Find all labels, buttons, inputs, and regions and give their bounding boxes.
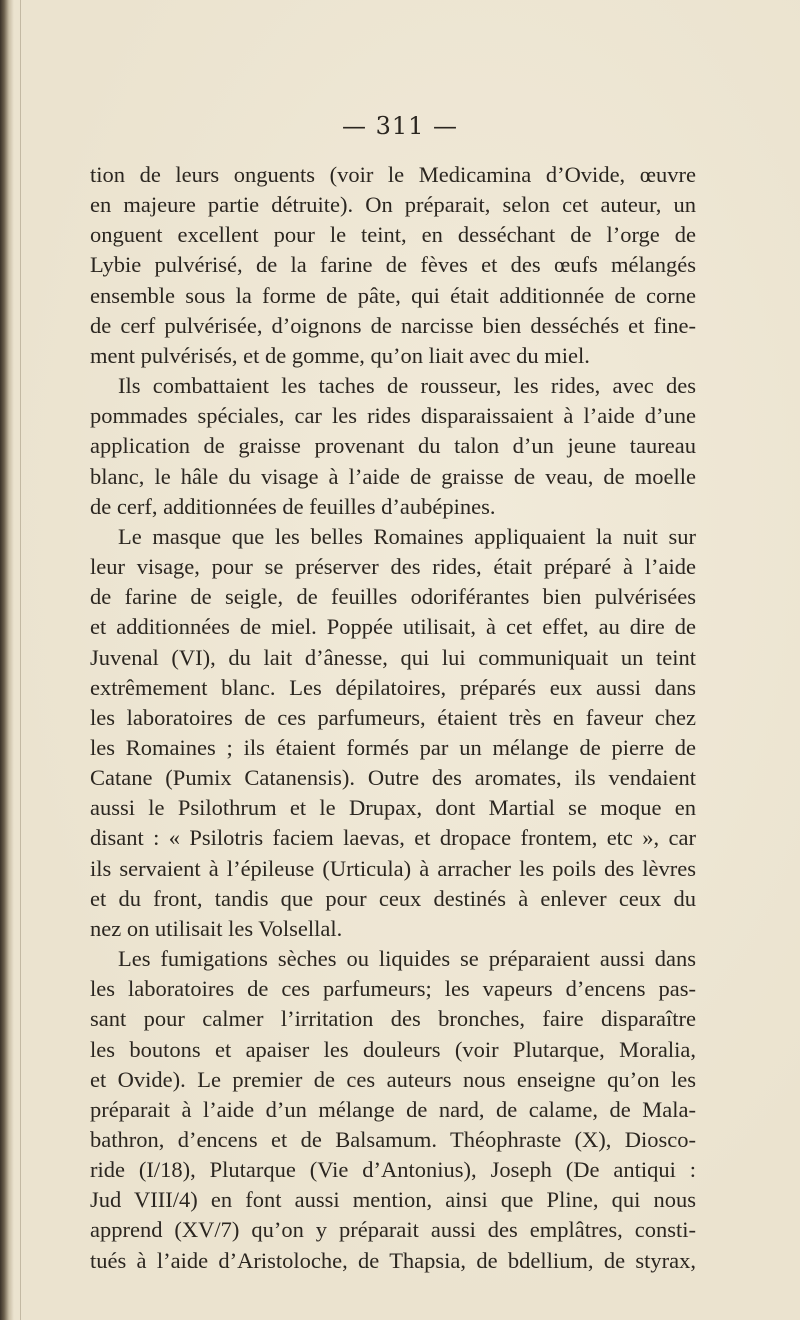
text-line: et additionnées de miel. Poppée utilisait, à cet effet, au dire de: [90, 614, 696, 640]
paragraph: [90, 944, 696, 1276]
text-line: ensemble sous la forme de pâte, qui était additionnée de corne: [90, 282, 696, 308]
text-line: extrêmement blanc. Les dépilatoires, préparés eux aussi dans: [90, 674, 696, 700]
text-line: tion de leurs onguents (voir le Medicamina d’Ovide, œuvre: [90, 162, 696, 187]
text-line: bathron, d’encens et de Balsamum. Théophraste (X), Diosco-: [90, 1127, 696, 1152]
text-line: Juvenal (VI), du lait d’ânesse, qui lui communiquait un teint: [90, 644, 696, 670]
page-number: — 311 —: [341, 112, 459, 140]
text-line: pommades spéciales, car les rides disparaissaient à l’aide d’une: [90, 403, 696, 429]
text-line: préparait à l’aide d’un mélange de nard, de calame, de Mala-: [90, 1096, 696, 1122]
text-line: et du front, tandis que pour ceux destinés à enlever ceux du: [90, 885, 696, 911]
text-line: les laboratoires de ces parfumeurs; les vapeurs d’encens pas-: [90, 976, 696, 1002]
text-line: Les fumigations sèches ou liquides se préparaient aussi dans: [118, 946, 696, 972]
book-spine-shadow: [0, 0, 14, 1320]
text-line: leur visage, pour se préserver des rides, était préparé à l’aide: [90, 554, 696, 580]
text-line: de cerf pulvérisée, d’oignons de narcisse bien desséchés et fine-: [90, 312, 696, 338]
text-line: tués à l’aide d’Aristoloche, de Thapsia, de bdellium, de styrax,: [90, 1247, 696, 1273]
text-line: sant pour calmer l’irritation des bronches, faire disparaître: [90, 1006, 696, 1032]
text-line: de cerf, additionnées de feuilles d’aubépines.: [90, 493, 496, 519]
body-text: [90, 160, 696, 1276]
text-line: apprend (XV/7) qu’on y préparait aussi des emplâtres, consti-: [90, 1217, 696, 1243]
text-line: Le masque que les belles Romaines appliquaient la nuit sur: [118, 523, 696, 549]
text-line: ride (I/18), Plutarque (Vie d’Antonius), Joseph (De antiqui :: [90, 1157, 696, 1183]
page-edge-line: [20, 0, 21, 1320]
text-line: Lybie pulvérisé, de la farine de fèves et des œufs mélangés: [90, 252, 696, 278]
text-line: Catane (Pumix Catanensis). Outre des aromates, ils vendaient: [90, 765, 696, 791]
text-line: aussi le Psilothrum et le Drupax, dont Martial se moque en: [90, 795, 696, 821]
text-line: application de graisse provenant du talon d’un jeune taureau: [90, 433, 696, 459]
text-line: nez on utilisait les Volsellal.: [90, 915, 343, 941]
paragraph: [90, 160, 696, 371]
text-line: les boutons et apaiser les douleurs (voir Plutarque, Moralia,: [90, 1036, 696, 1062]
text-line: en majeure partie détruite). On préparait, selon cet auteur, un: [90, 192, 696, 218]
text-line: Jud VIII/4) en font aussi mention, ainsi que Pline, qui nous: [90, 1187, 696, 1213]
text-line: les laboratoires de ces parfumeurs, étaient très en faveur chez: [90, 704, 696, 730]
paragraph: [90, 522, 696, 944]
text-line: onguent excellent pour le teint, en desséchant de l’orge de: [90, 222, 696, 248]
text-line: Ils combattaient les taches de rousseur, les rides, avec des: [118, 373, 696, 399]
text-line: disant : « Psilotris faciem laevas, et dropace frontem, etc », car: [90, 825, 696, 851]
text-line: ils servaient à l’épileuse (Urticula) à arracher les poils des lèvres: [90, 855, 696, 881]
paragraph: [90, 371, 696, 522]
text-line: blanc, le hâle du visage à l’aide de graisse de veau, de moelle: [90, 463, 696, 489]
text-line: de farine de seigle, de feuilles odoriférantes bien pulvérisées: [90, 584, 696, 610]
text-line: et Ovide). Le premier de ces auteurs nous enseigne qu’on les: [90, 1066, 696, 1092]
text-line: les Romaines ; ils étaient formés par un mélange de pierre de: [90, 734, 696, 760]
text-line: ment pulvérisés, et de gomme, qu’on liait avec du miel.: [90, 342, 590, 368]
